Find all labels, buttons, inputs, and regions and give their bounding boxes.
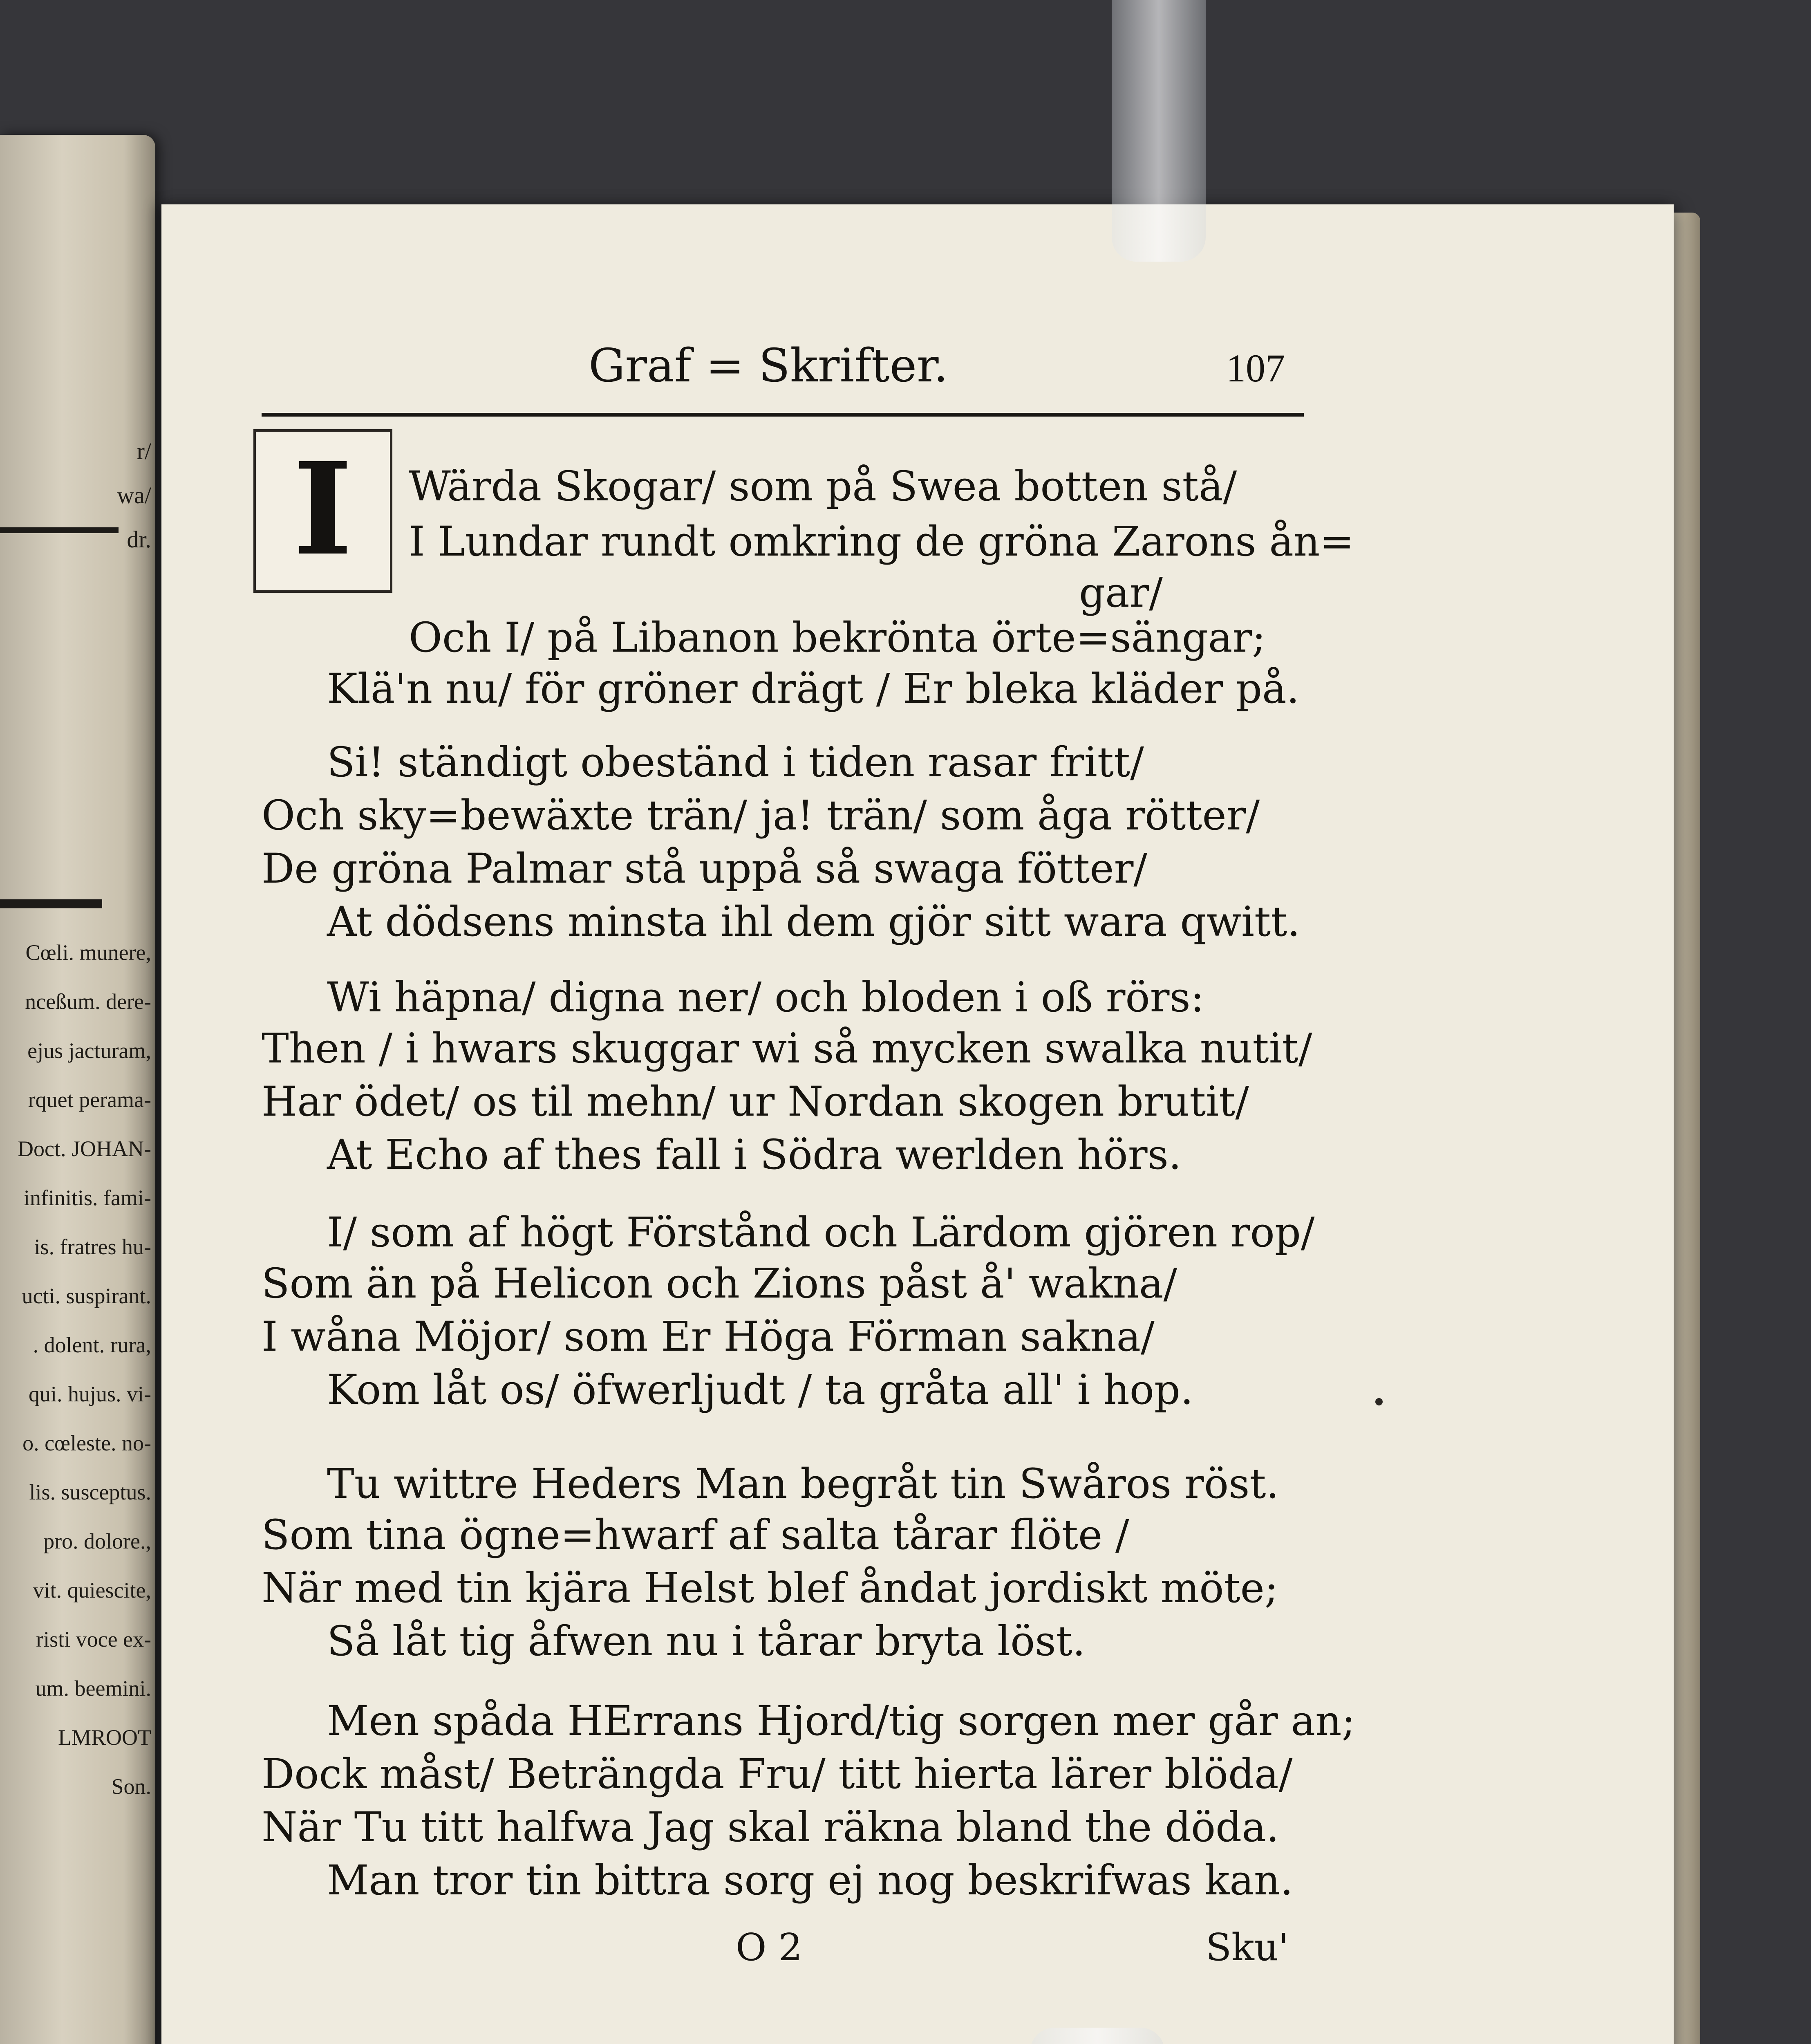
poem-line: Som än på Helicon och Zions påst å' wakna/ [262,1260,1177,1307]
poem-line: At dödsens minsta ihl dem gjör sitt wara qwitt. [327,898,1301,946]
catchword: Sku' [1206,1925,1289,1969]
latin-fragment: lis. susceptus. [29,1480,151,1504]
latin-fragment: qui. hujus. vi- [28,1382,151,1406]
latin-fragment: is. fratres hu- [34,1235,151,1259]
latin-fragment: . dolent. rura, [33,1333,151,1357]
latin-fragment: um. beemini. [35,1676,151,1701]
poem-line: gar/ [1079,569,1163,616]
left-fragment: dr. [127,526,151,553]
left-page-latin-fragments [0,928,151,1811]
latin-fragment: Doct. JOHAN- [18,1136,151,1161]
latin-fragment: infinitis. fami- [24,1186,151,1210]
poem-line: Wi häpna/ digna ner/ och bloden i oß rörs: [327,973,1204,1021]
poem-line: Har ödet/ os til mehn/ ur Nordan skogen brutit/ [262,1078,1249,1125]
poem-line: I Lundar rundt omkring de gröna Zarons ån= [409,518,1354,565]
ink-speck [1375,1398,1383,1405]
page-number: 107 [1226,346,1285,390]
poem-line: Men spåda HErrans Hjord/tig sorgen mer går an; [327,1697,1356,1745]
poem-line: När Tu titt halfwa Jag skal räkna bland the döda. [262,1803,1279,1851]
signature-mark: O 2 [736,1925,803,1969]
poem-line: I wåna Möjor/ som Er Höga Förman sakna/ [262,1313,1155,1360]
latin-fragment: o. cœleste. no- [22,1431,151,1455]
latin-fragment: risti voce ex- [36,1627,151,1652]
poem-line: Så låt tig åfwen nu i tårar bryta löst. [327,1617,1086,1665]
poem-line: Kom låt os/ öfwerljudt / ta gråta all' i hop. [327,1366,1193,1414]
page-clip-bottom [1030,2028,1165,2044]
running-header-title: Graf = Skrifter. [589,339,948,392]
latin-fragment: ejus jacturam, [27,1038,151,1063]
left-fragment: wa/ [117,482,151,509]
header-rule [262,413,1304,417]
latin-fragment: rquet perama- [28,1087,151,1112]
poem-line: De gröna Palmar stå uppå så swaga fötter/ [262,845,1148,892]
left-page-rule-lower [0,899,102,908]
latin-fragment: nceßum. dere- [25,989,151,1014]
poem-line: När med tin kjära Helst blef åndat jordiskt möte; [262,1564,1278,1612]
poem-line: Man tror tin bittra sorg ej nog beskrifwas kan. [327,1856,1294,1904]
page-clip-top [1112,0,1206,262]
latin-fragment: vit. quiescite, [33,1578,151,1602]
left-page-top-fragments [0,429,151,562]
poem-line: Klä'n nu/ för gröner drägt / Er bleka kläder på. [327,665,1300,713]
poem-line: At Echo af thes fall i Södra werlden hörs. [327,1131,1182,1179]
latin-fragment: LMROOT [58,1725,151,1750]
poem-line: Och I/ på Libanon bekrönta örte=sängar; [409,614,1266,661]
latin-fragment: Son. [111,1774,151,1799]
poem-line: Then / i hwars skuggar wi så mycken swalka nutit/ [262,1024,1312,1072]
poem-line: Dock måst/ Beträngda Fru/ titt hierta lärer blöda/ [262,1750,1293,1798]
latin-fragment: Cœli. munere, [25,940,151,965]
poem-line: Wärda Skogar/ som på Swea botten stå/ [409,462,1237,510]
latin-fragment: pro. dolore., [43,1529,151,1553]
decorated-initial: I [253,429,392,593]
poem-line: Tu wittre Heders Man begråt tin Swåros röst. [327,1460,1279,1508]
poem-line: Som tina ögne=hwarf af salta tårar flöte / [262,1511,1129,1559]
latin-fragment: ucti. suspirant. [22,1284,151,1308]
left-fragment: r/ [137,438,151,464]
poem-line: Si! ständigt obeständ i tiden rasar fritt/ [327,738,1144,786]
poem-line: Och sky=bewäxte trän/ ja! trän/ som åga rötter/ [262,791,1260,839]
poem-line: I/ som af högt Förstånd och Lärdom gjören rop/ [327,1208,1315,1256]
